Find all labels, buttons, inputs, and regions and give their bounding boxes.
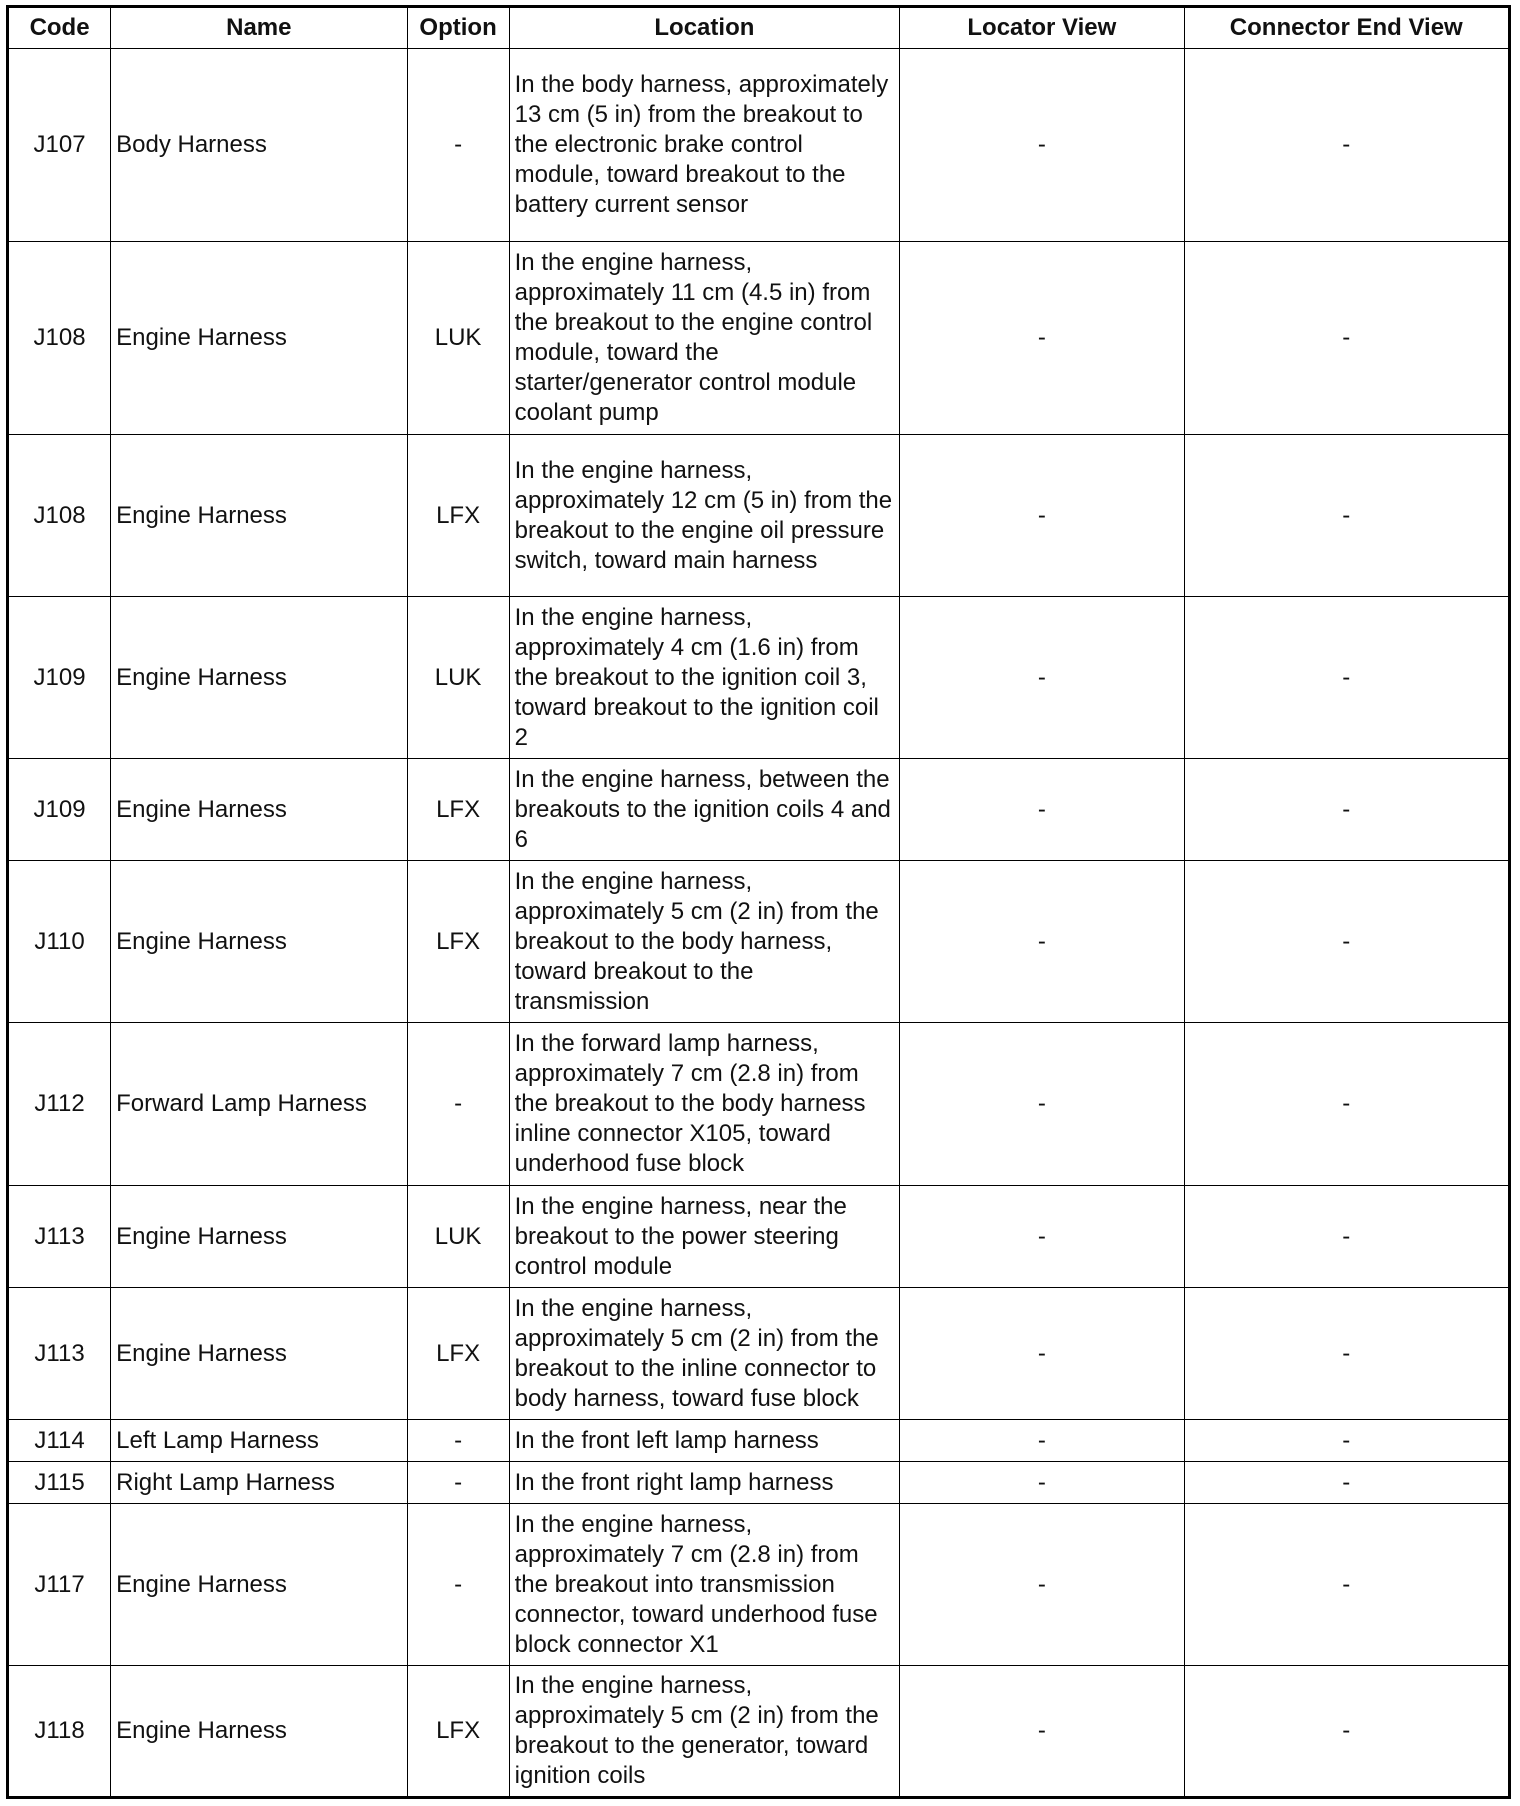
table-body	[8, 49, 1510, 1798]
cell-locator-view: -	[900, 1186, 1184, 1288]
table-row	[8, 49, 1510, 242]
cell-option: LFX	[407, 759, 509, 861]
cell-option: LUK	[407, 597, 509, 759]
cell-option: -	[407, 49, 509, 242]
cell-locator-view: -	[900, 242, 1184, 435]
table-row	[8, 597, 1510, 759]
cell-option: LUK	[407, 1186, 509, 1288]
cell-connector-end-view: -	[1184, 1023, 1509, 1186]
table-row	[8, 1288, 1510, 1420]
cell-location: In the engine harness, near the breakout to the power steering control module	[509, 1186, 900, 1288]
cell-location: In the engine harness, approximately 7 cm (2.8 in) from the breakout into transmission connector, toward underhood fuse block connector X1	[509, 1504, 900, 1666]
cell-option: LFX	[407, 861, 509, 1023]
cell-name: Body Harness	[111, 49, 407, 242]
cell-location: In the forward lamp harness, approximately 7 cm (2.8 in) from the breakout to the body harness inline connector X105, toward underhood fuse block	[509, 1023, 900, 1186]
cell-location: In the engine harness, approximately 5 cm (2 in) from the breakout to the generator, toward ignition coils	[509, 1666, 900, 1798]
cell-locator-view: -	[900, 861, 1184, 1023]
cell-name: Engine Harness	[111, 1186, 407, 1288]
table-row	[8, 242, 1510, 435]
cell-location: In the engine harness, approximately 11 cm (4.5 in) from the breakout to the engine control module, toward the starter/generator control module coolant pump	[509, 242, 900, 435]
cell-location: In the engine harness, approximately 4 cm (1.6 in) from the breakout to the ignition coil 3, toward breakout to the ignition coil 2	[509, 597, 900, 759]
cell-connector-end-view: -	[1184, 1288, 1509, 1420]
header-connector-end-view: Connector End View	[1184, 7, 1509, 49]
cell-option: -	[407, 1462, 509, 1504]
cell-name: Engine Harness	[111, 759, 407, 861]
cell-connector-end-view: -	[1184, 1186, 1509, 1288]
cell-option: LUK	[407, 242, 509, 435]
cell-option: LFX	[407, 435, 509, 597]
cell-code: J113	[8, 1288, 111, 1420]
cell-code: J109	[8, 759, 111, 861]
header-location: Location	[509, 7, 900, 49]
cell-code: J112	[8, 1023, 111, 1186]
cell-locator-view: -	[900, 1666, 1184, 1798]
cell-name: Left Lamp Harness	[111, 1420, 407, 1462]
cell-location: In the engine harness, approximately 12 cm (5 in) from the breakout to the engine oil pressure switch, toward main harness	[509, 435, 900, 597]
header-row	[8, 7, 1510, 49]
cell-name: Engine Harness	[111, 435, 407, 597]
cell-location: In the front left lamp harness	[509, 1420, 900, 1462]
table-row	[8, 1186, 1510, 1288]
cell-option: -	[407, 1023, 509, 1186]
cell-code: J109	[8, 597, 111, 759]
header-name: Name	[111, 7, 407, 49]
cell-locator-view: -	[900, 1462, 1184, 1504]
cell-connector-end-view: -	[1184, 49, 1509, 242]
cell-locator-view: -	[900, 49, 1184, 242]
cell-option: LFX	[407, 1666, 509, 1798]
cell-option: -	[407, 1504, 509, 1666]
table-row	[8, 1462, 1510, 1504]
cell-connector-end-view: -	[1184, 1462, 1509, 1504]
header-locator-view: Locator View	[900, 7, 1184, 49]
table-row	[8, 1420, 1510, 1462]
cell-locator-view: -	[900, 597, 1184, 759]
cell-option: -	[407, 1420, 509, 1462]
cell-location: In the engine harness, approximately 5 cm (2 in) from the breakout to the inline connector to body harness, toward fuse block	[509, 1288, 900, 1420]
cell-connector-end-view: -	[1184, 1420, 1509, 1462]
cell-name: Engine Harness	[111, 1288, 407, 1420]
cell-location: In the front right lamp harness	[509, 1462, 900, 1504]
cell-option: LFX	[407, 1288, 509, 1420]
cell-locator-view: -	[900, 1504, 1184, 1666]
cell-code: J117	[8, 1504, 111, 1666]
cell-name: Engine Harness	[111, 1504, 407, 1666]
cell-locator-view: -	[900, 1023, 1184, 1186]
cell-name: Engine Harness	[111, 1666, 407, 1798]
cell-connector-end-view: -	[1184, 242, 1509, 435]
cell-locator-view: -	[900, 1420, 1184, 1462]
cell-name: Forward Lamp Harness	[111, 1023, 407, 1186]
cell-connector-end-view: -	[1184, 597, 1509, 759]
header-option: Option	[407, 7, 509, 49]
cell-code: J115	[8, 1462, 111, 1504]
cell-name: Engine Harness	[111, 242, 407, 435]
header-code: Code	[8, 7, 111, 49]
cell-connector-end-view: -	[1184, 1504, 1509, 1666]
cell-location: In the body harness, approximately 13 cm (5 in) from the breakout to the electronic brake control module, toward breakout to the battery current sensor	[509, 49, 900, 242]
cell-name: Engine Harness	[111, 861, 407, 1023]
table-row	[8, 1023, 1510, 1186]
table-row	[8, 861, 1510, 1023]
splice-table	[6, 5, 1511, 1799]
cell-locator-view: -	[900, 435, 1184, 597]
cell-connector-end-view: -	[1184, 759, 1509, 861]
cell-name: Engine Harness	[111, 597, 407, 759]
cell-connector-end-view: -	[1184, 1666, 1509, 1798]
table-row	[8, 435, 1510, 597]
cell-code: J107	[8, 49, 111, 242]
cell-code: J110	[8, 861, 111, 1023]
cell-code: J113	[8, 1186, 111, 1288]
cell-code: J108	[8, 242, 111, 435]
cell-location: In the engine harness, between the breakouts to the ignition coils 4 and 6	[509, 759, 900, 861]
cell-code: J114	[8, 1420, 111, 1462]
table-row	[8, 1666, 1510, 1798]
cell-name: Right Lamp Harness	[111, 1462, 407, 1504]
cell-code: J118	[8, 1666, 111, 1798]
table-row	[8, 1504, 1510, 1666]
cell-locator-view: -	[900, 759, 1184, 861]
table-row	[8, 759, 1510, 861]
cell-connector-end-view: -	[1184, 861, 1509, 1023]
cell-connector-end-view: -	[1184, 435, 1509, 597]
cell-code: J108	[8, 435, 111, 597]
cell-location: In the engine harness, approximately 5 cm (2 in) from the breakout to the body harness, toward breakout to the transmission	[509, 861, 900, 1023]
cell-locator-view: -	[900, 1288, 1184, 1420]
